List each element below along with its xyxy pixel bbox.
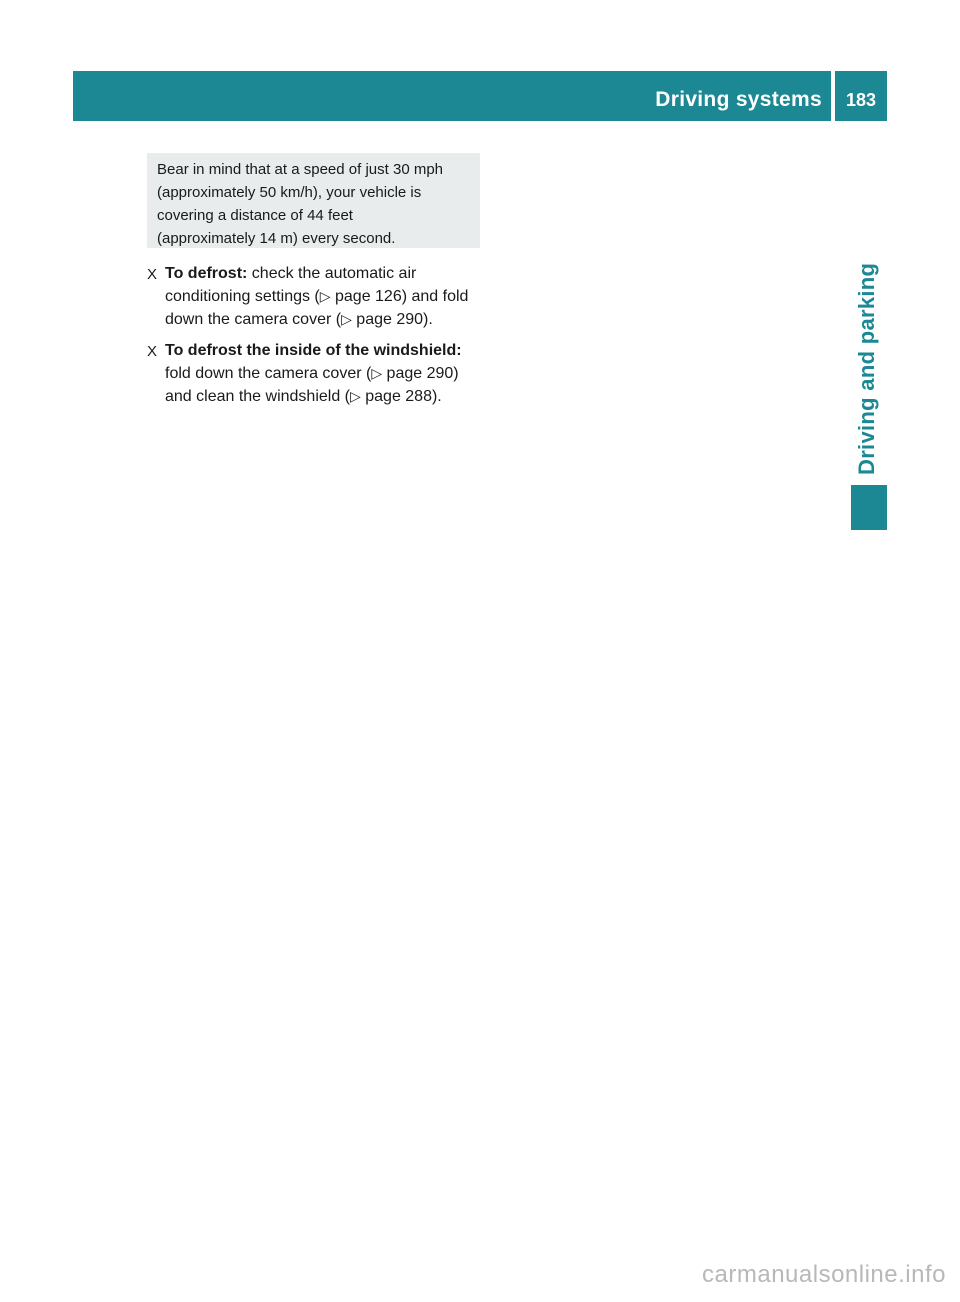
side-tab-marker: [851, 485, 887, 530]
step-text: down the camera cover (: [165, 311, 342, 328]
step-arrow-icon: X: [147, 343, 158, 360]
page-reference-icon: ▷: [350, 388, 361, 404]
step-text: check the automatic air: [247, 265, 417, 282]
page-reference-link[interactable]: page 290).: [351, 311, 433, 328]
instruction-list: [147, 262, 487, 416]
instruction-step-defrost: [147, 262, 487, 331]
watermark: carmanualsonline.info: [702, 1261, 946, 1288]
page-reference-link[interactable]: page 288).: [360, 388, 442, 405]
section-title: Driving systems: [655, 88, 822, 111]
step-title: To defrost the inside of the windshield:: [165, 342, 462, 359]
step-title: To defrost:: [165, 265, 248, 282]
side-tab: [850, 253, 890, 478]
note-line: Bear in mind that at a speed of just 30 mph: [157, 161, 444, 178]
page-reference-icon: ▷: [371, 365, 383, 381]
page-reference-link[interactable]: page 126) and fold: [330, 288, 469, 305]
note-line: (approximately 14 m) every second.: [157, 230, 396, 247]
step-text: conditioning settings (: [165, 288, 320, 305]
note-box: [147, 153, 480, 248]
step-arrow-icon: X: [147, 266, 158, 283]
step-text: fold down the camera cover (: [165, 365, 372, 382]
instruction-step-defrost-inside: [147, 339, 487, 408]
side-tab-label: Driving and parking: [854, 262, 879, 475]
page-reference-icon: ▷: [341, 311, 352, 327]
page-reference-link[interactable]: page 290): [382, 365, 459, 382]
note-line: (approximately 50 km/h), your vehicle is: [157, 184, 422, 201]
note-line: covering a distance of 44 feet: [157, 207, 353, 224]
page-number: 183: [845, 90, 877, 110]
step-text: and clean the windshield (: [165, 388, 351, 405]
page-reference-icon: ▷: [319, 288, 331, 304]
